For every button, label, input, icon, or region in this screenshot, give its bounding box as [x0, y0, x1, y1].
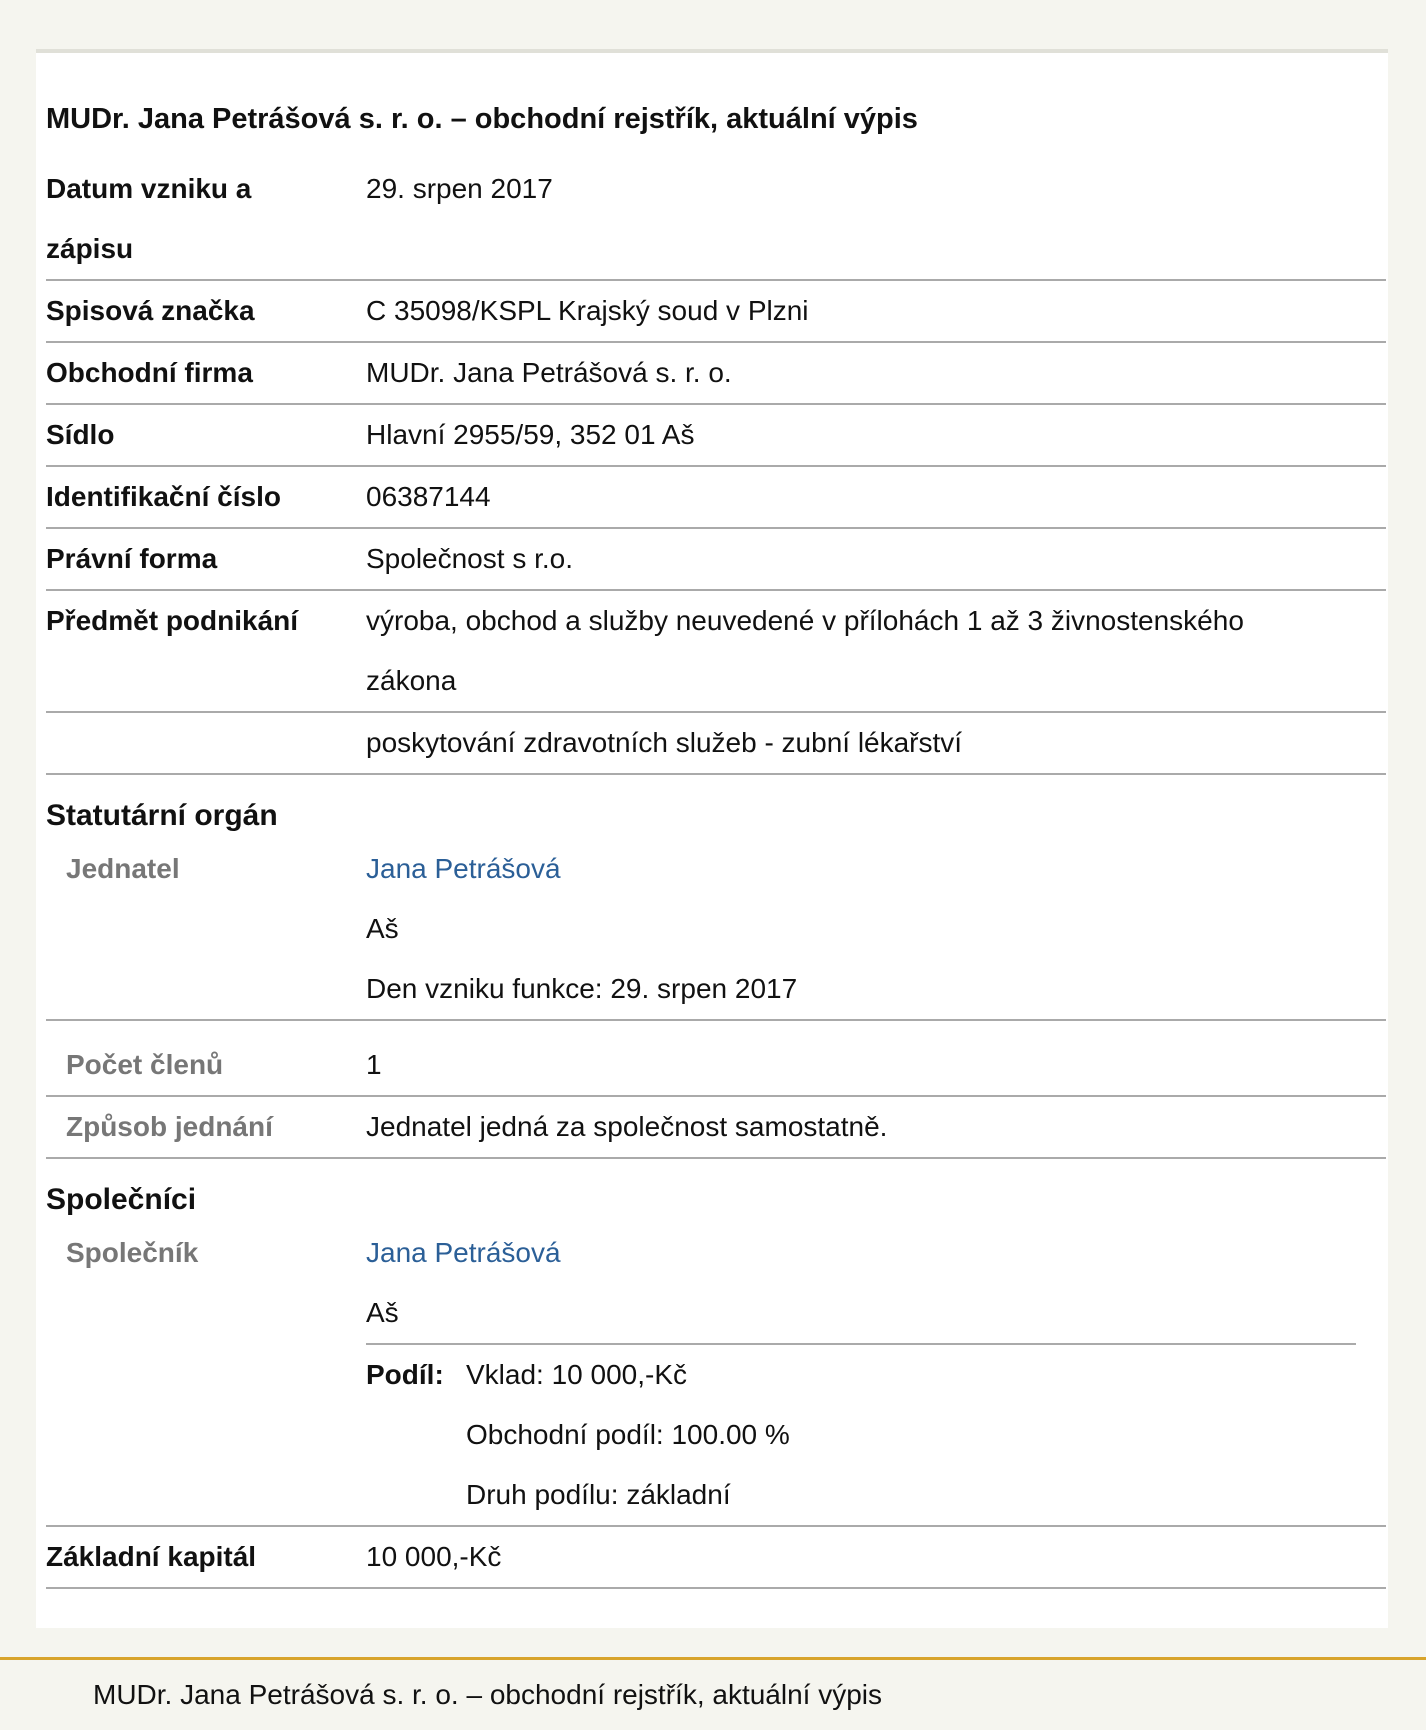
- row-value: 29. srpen 2017: [366, 173, 553, 204]
- page-title: MUDr. Jana Petrášová s. r. o. – obchodní rejstřík, aktuální výpis: [46, 103, 918, 135]
- podil-label: Podíl:: [366, 1359, 444, 1390]
- row-zpusob: [46, 1097, 1386, 1159]
- row-label: Počet členů: [66, 1049, 224, 1080]
- row-kapital: [46, 1527, 1386, 1589]
- row-datum: [46, 159, 1386, 281]
- register-content: [46, 101, 1386, 1589]
- row-spolecnik: [46, 1223, 1386, 1527]
- podil-values: Vklad: 10 000,-Kč Obchodní podíl: 100.00 % Druh podílu: základní: [466, 1359, 790, 1510]
- row-label: Obchodní firma: [46, 357, 253, 388]
- footer-title: MUDr. Jana Petrášová s. r. o. – obchodní rejstřík, aktuální výpis: [93, 1679, 883, 1710]
- row-label: Základní kapitál: [46, 1541, 257, 1572]
- row-value: Jednatel jedná za společnost samostatně.: [366, 1111, 888, 1142]
- row-predmet-2: [46, 713, 1386, 775]
- row-value: 06387144: [366, 481, 491, 512]
- register-card: [36, 49, 1388, 1628]
- row-label: Sídlo: [46, 419, 115, 450]
- row-value: výroba, obchod a služby neuvedené v přílohách 1 až 3 živnostenského zákona: [366, 605, 1244, 696]
- podil-block: [366, 1343, 1356, 1525]
- footer-divider: [0, 1657, 1426, 1660]
- row-label: Spisová značka: [46, 295, 255, 326]
- row-value: Společnost s r.o.: [366, 543, 574, 574]
- row-value: Jana Petrášová Aš Podíl: Vklad: 10 000,-Kč Obchodní podíl: 100.00 % Druh podílu: základní: [366, 1223, 1386, 1525]
- row-value: 1: [366, 1049, 382, 1080]
- section-statutarni: Statutární orgán: [46, 799, 278, 832]
- row-label: Právní forma: [46, 543, 218, 574]
- person-link[interactable]: Jana Petrášová: [366, 1237, 561, 1268]
- row-spisova: [46, 281, 1386, 343]
- row-label: Datum vzniku a zápisu: [46, 173, 252, 264]
- row-label: Společník: [66, 1237, 199, 1268]
- row-value: C 35098/KSPL Krajský soud v Plzni: [366, 295, 809, 326]
- row-label: Jednatel: [66, 853, 180, 884]
- row-label-empty: [46, 713, 366, 773]
- row-value: 10 000,-Kč: [366, 1541, 502, 1572]
- row-value: MUDr. Jana Petrášová s. r. o.: [366, 357, 732, 388]
- row-label: Předmět podnikání: [46, 605, 299, 636]
- row-label: Identifikační číslo: [46, 481, 281, 512]
- row-value: Hlavní 2955/59, 352 01 Aš: [366, 419, 695, 450]
- section-spolecnici: Společníci: [46, 1183, 197, 1216]
- row-label: Způsob jednání: [66, 1111, 273, 1142]
- row-firma: [46, 343, 1386, 405]
- row-jednatel: [46, 839, 1386, 1021]
- row-sidlo: [46, 405, 1386, 467]
- person-link[interactable]: Jana Petrášová: [366, 853, 561, 884]
- row-value: poskytování zdravotních služeb - zubní lékařství: [366, 727, 963, 758]
- row-predmet: [46, 591, 1386, 713]
- row-forma: [46, 529, 1386, 591]
- row-pocet: [46, 1021, 1386, 1097]
- row-value: Jana Petrášová Aš Den vzniku funkce: 29. srpen 2017: [366, 839, 1386, 1019]
- row-ico: [46, 467, 1386, 529]
